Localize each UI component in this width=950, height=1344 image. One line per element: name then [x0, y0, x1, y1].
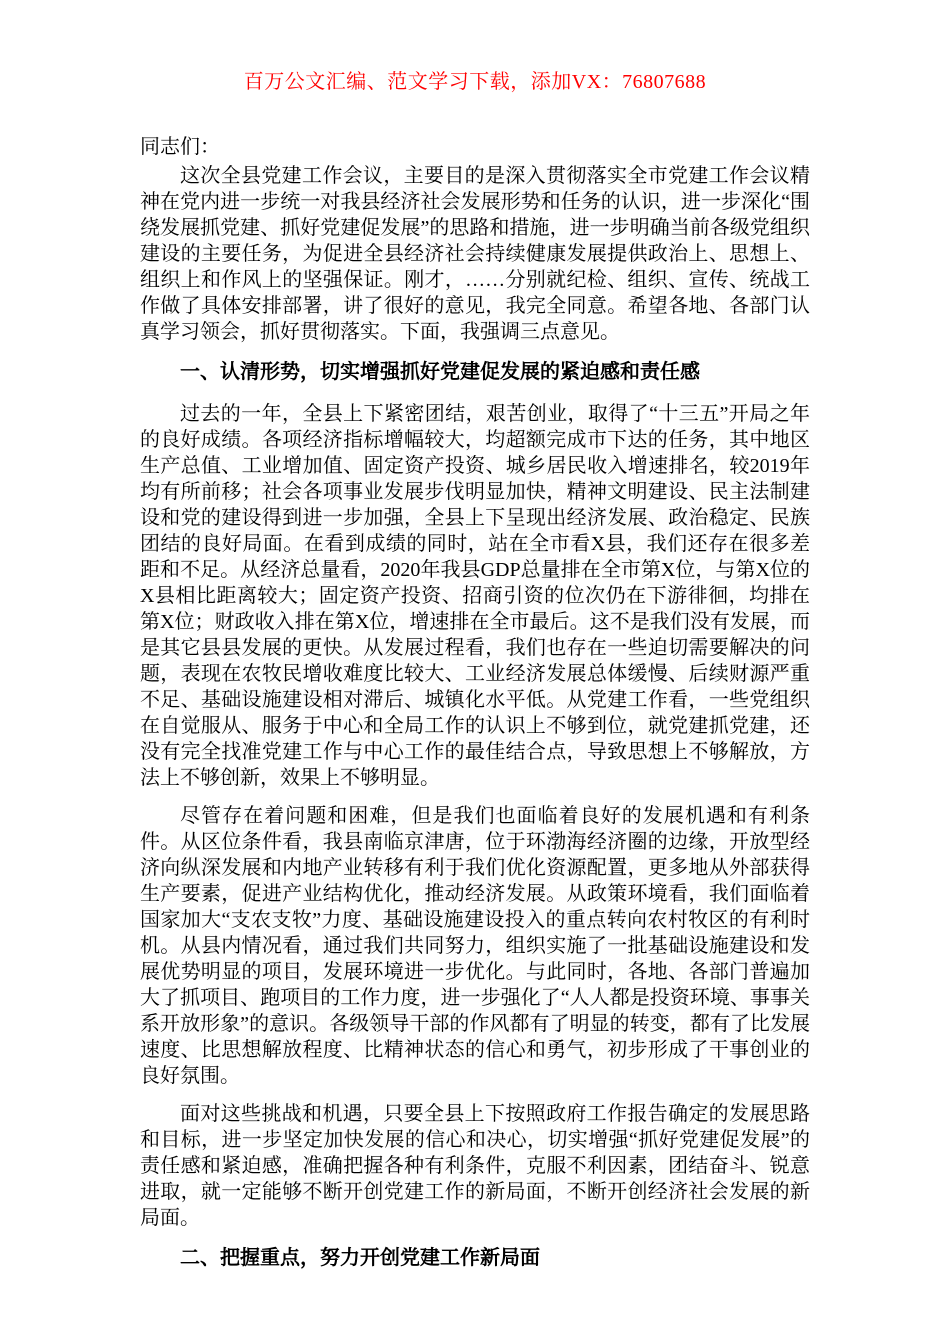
- intro-paragraph: 这次全县党建工作会议，主要目的是深入贯彻落实全市党建工作会议精神在党内进一步统一对我县经济社会发展形势和任务的认识，进一步深化“围绕发展抓党建、抓好党建促发展”的思路和措施，进一步明确当前各级党组织建设的主要任务，为促进全县经济社会持续健康发展提供政治上、思想上、组织上和作风上的坚强保证。刚才，……分别就纪检、组织、宣传、统战工作做了具体安排部署，讲了很好的意见，我完全同意。希望各地、各部门认真学习领会，抓好贯彻落实。下面，我强调三点意见。: [140, 165, 810, 343]
- section-1-paragraph-1: 过去的一年，全县上下紧密团结，艰苦创业，取得了“十三五”开局之年的良好成绩。各项经济指标增幅较大，均超额完成市下达的任务，其中地区生产总值、工业增加值、固定资产投资、城乡居民收入增速排名，较2019年均有所前移；社会各项事业发展步伐明显加快，精神文明建设、民主法制建设和党的建设得到进一步加强，全县上下呈现出经济发展、政治稳定、民族团结的良好局面。在看到成绩的同时，站在全市看X县，我们还存在很多差距和不足。从经济总量看，2020年我县GDP总量排在全市第X位，与第X位的X县相比距离较大；固定资产投资、招商引资的位次仍在下游徘徊，均排在第X位；财政收入排在第X位，增速排在全市最后。这不是我们没有发展，而是其它县县发展的更快。从发展过程看，我们也存在一些迫切需要解决的问题，表现在农牧民增收难度比较大、工业经济发展总体缓慢、后续财源严重不足、基础设施建设相对滞后、城镇化水平低。从党建工作看，一些党组织在自觉服从、服务于中心和全局工作的认识上不够到位，就党建抓党建，还没有完全找准党建工作与中心工作的最佳结合点，导致思想上不够解放，方法上不够创新，效果上不够明显。: [140, 403, 810, 789]
- document-body: [140, 134, 810, 1271]
- section-1-paragraph-3: 面对这些挑战和机遇，只要全县上下按照政府工作报告确定的发展思路和目标，进一步坚定加快发展的信心和决心，切实增强“抓好党建促发展”的责任感和紧迫感，准确把握各种有利条件，克服不利因素，团结奋斗、锐意进取，就一定能够不断开创党建工作的新局面，不断开创经济社会发展的新局面。: [140, 1103, 810, 1229]
- promo-text: 百万公文汇编、范文学习下载，添加VX：76807688: [243, 71, 707, 93]
- section-2-heading: 二、把握重点，努力开创党建工作新局面: [180, 1247, 540, 1269]
- section-1-paragraph-2: 尽管存在着问题和困难，但是我们也面临着良好的发展机遇和有利条件。从区位条件看，我县南临京津唐，位于环渤海经济圈的边缘，开放型经济向纵深发展和内地产业转移有利于我们优化资源配置，更多地从外部获得生产要素，促进产业结构优化，推动经济发展。从政策环境看，我们面临着国家加大“支农支牧”力度、基础设施建设投入的重点转向农村牧区的有利时机。从县内情况看，通过我们共同努力，组织实施了一批基础设施建设和发展优势明显的项目，发展环境进一步优化。与此同时，各地、各部门普遍加大了抓项目、跑项目的工作力度，进一步强化了“人人都是投资环境、事事关系开放形象”的意识。各级领导干部的作风都有了明显的转变，都有了比发展速度、比思想解放程度、比精神状态的信心和勇气，初步形成了干事创业的良好氛围。: [140, 805, 810, 1087]
- salutation: 同志们：: [140, 136, 220, 158]
- promo-banner: [140, 70, 810, 94]
- section-1-heading: 一、认清形势，切实增强抓好党建促发展的紧迫感和责任感: [180, 361, 700, 383]
